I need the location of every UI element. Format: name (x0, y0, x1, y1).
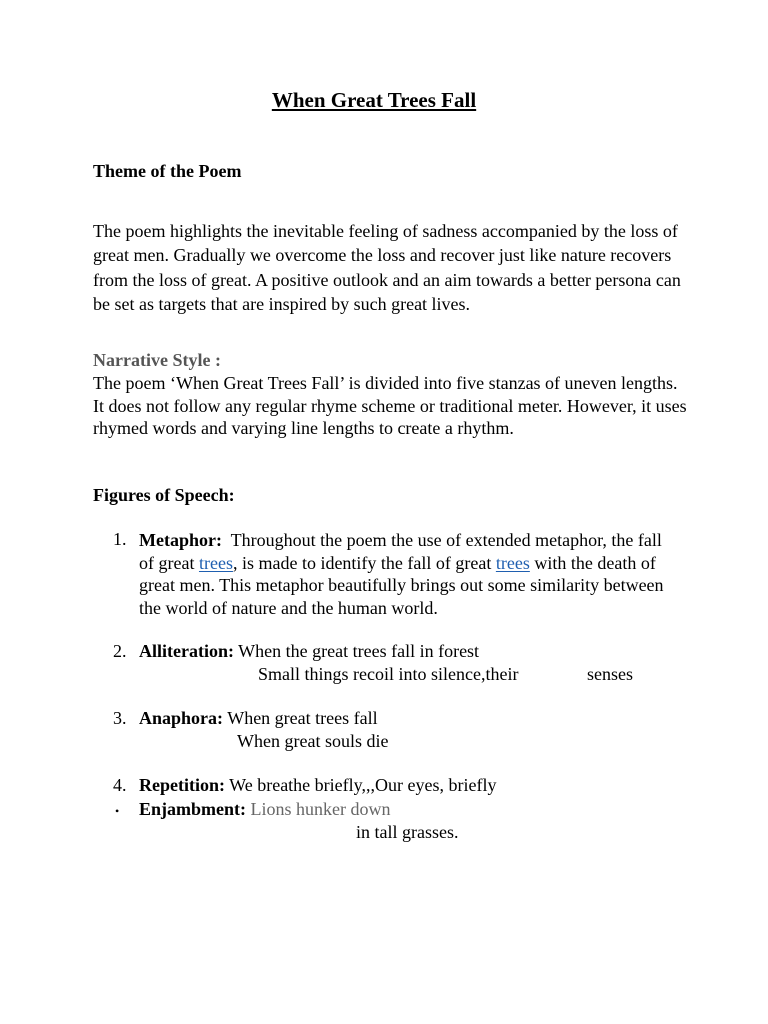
theme-paragraph: The poem highlights the inevitable feeling of sadness accompanied by the loss of great men. Gradually we overcome the loss and recover just like nature recovers from the loss of great. A positive outlook and an aim towards a better persona can be set as targets that are inspired by such great lives. (93, 221, 681, 314)
narrative-paragraph: The poem ‘When Great Trees Fall’ is divided into five stanzas of uneven lengths. It does not follow any regular rhyme scheme or traditional meter. However, it uses rhymed words and varying line lengths to create a rhythm. (93, 373, 687, 439)
figures-heading: Figures of Speech: (93, 485, 235, 505)
anaphora-item (139, 708, 378, 729)
metaphor-label: Metaphor: (139, 530, 222, 550)
metaphor-text-1: Throughout the poem the use of extended metaphor, the fall of great (139, 530, 662, 573)
trees-link-2[interactable]: trees (495, 552, 530, 573)
metaphor-item (139, 529, 679, 619)
metaphor-text-2: , is made to identify the fall of great (232, 552, 492, 573)
alliteration-label: Alliteration: (139, 641, 234, 661)
bullet-icon: • (115, 804, 120, 818)
repetition-line-1: We breathe briefly,,,Our eyes, briefly (229, 775, 497, 795)
anaphora-label: Anaphora: (139, 708, 224, 728)
enjambment-line-2: in tall grasses. (356, 822, 459, 842)
alliteration-item (139, 641, 479, 662)
repetition-label: Repetition: (139, 775, 225, 795)
narrative-heading: Narrative Style : (93, 350, 221, 370)
anaphora-line-2: When great souls die (237, 731, 389, 751)
anaphora-line-1: When great trees fall (227, 708, 378, 728)
repetition-item (139, 775, 496, 796)
list-number-3: 3. (113, 708, 127, 728)
theme-heading: Theme of the Poem (93, 161, 242, 181)
metaphor-text-3: with the death of great men. This metaphor beautifully brings out some similarity between the world of nature and the human world. (139, 552, 664, 618)
document-title: When Great Trees Fall (271, 88, 477, 112)
enjambment-line-1: Lions hunker down (250, 799, 391, 819)
trees-link-1[interactable]: trees (198, 552, 233, 573)
list-number-1: 1. (113, 529, 127, 549)
enjambment-label: Enjambment: (139, 799, 246, 819)
enjambment-item (139, 799, 390, 820)
alliteration-line-2: Small things recoil into silence,their (258, 664, 519, 684)
alliteration-line-2b: senses (587, 664, 633, 684)
list-number-4: 4. (113, 775, 127, 795)
list-number-2: 2. (113, 641, 127, 661)
alliteration-line-1: When the great trees fall in forest (238, 641, 480, 661)
